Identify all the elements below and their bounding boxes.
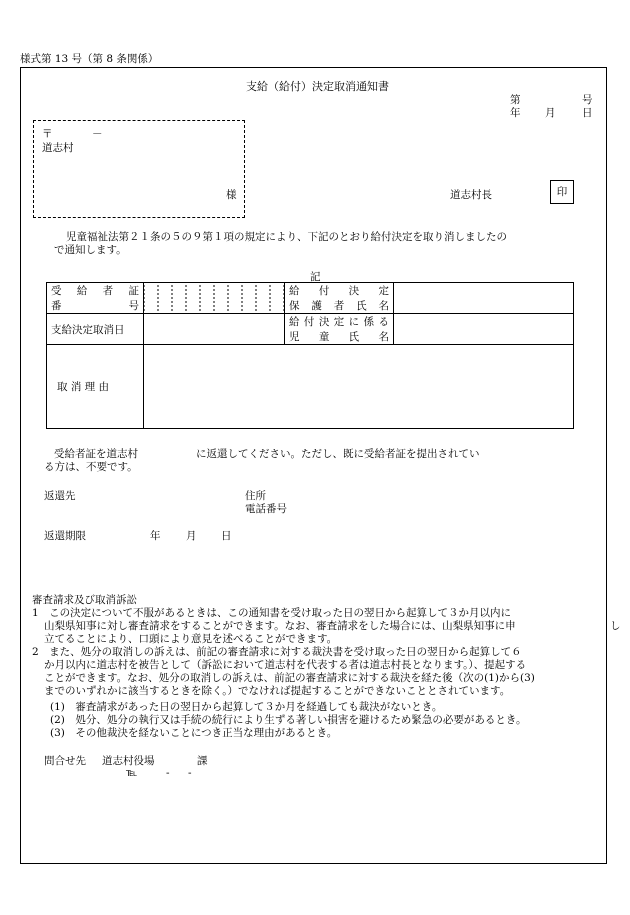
date-day: 日 (582, 107, 593, 119)
reason-label: 取 消 理 由 (47, 345, 144, 429)
recipient-cert-label: 受 給 者 証 番 号 (47, 283, 144, 314)
guardian-name-field[interactable] (394, 283, 574, 314)
return-notice-1b: に返還してください。ただし、既に受給者証を提出されてい (196, 448, 480, 460)
appeal-p1-line1: 1 この決定について不服があるときは、この通知書を受け取った日の翌日から起算して３か月以内に (32, 607, 511, 619)
deadline-month: 月 (186, 530, 197, 542)
appeal-item-1: (1) 審査請求があった日の翌日から起算して３か月を経過しても裁決がないとき。 (50, 701, 443, 713)
intro-line-1: 児童福祉法第２１条の５の９第１項の規定により、下記のとおり給付決定を取り消しましたの (66, 231, 507, 243)
ki-heading: 記 (310, 271, 321, 283)
appeal-p2-line2: か月以内に道志村を被告として（訴訟において道志村を代表する者は道志村長となります。）、提起する (44, 659, 527, 671)
deadline-label: 返還期限 (44, 530, 86, 542)
date-month: 月 (545, 107, 556, 119)
contact-tel-dash-2: - (188, 767, 192, 779)
appeal-p1-line2-overflow: し (610, 620, 621, 632)
appeal-p2-line4: までのいずれかに該当するときを除く。）でなければ提起することができないこととされています。 (44, 685, 511, 697)
document-title: 支給（給付）決定取消通知書 (246, 80, 389, 93)
recipient-cert-number-field[interactable] (144, 283, 285, 314)
postal-dash: － (92, 128, 103, 140)
contact-tel-mark: ℡ (126, 767, 138, 779)
appeal-heading: 審査請求及び取消訴訟 (32, 594, 137, 606)
seal-stamp: 印 (550, 180, 574, 204)
phone-label: 電話番号 (245, 503, 287, 515)
info-table (46, 282, 574, 429)
doc-number-dai: 第 (510, 94, 521, 106)
address-label: 住所 (245, 490, 266, 502)
intro-line-2: で通知します。 (54, 244, 127, 256)
appeal-p1-line2: 山梨県知事に対し審査請求をすることができます。なお、審査請求をした場合には、山梨県知事に申 (44, 620, 516, 632)
contact-label: 問合せ先 (44, 755, 86, 767)
sender-name: 道志村長 (450, 189, 492, 201)
return-notice-1a: 受給者証を道志村 (54, 448, 138, 460)
appeal-p2-line3: ことができます。なお、処分の取消しの訴えは、前記の審査請求に対する裁決を経た後（次の(1)から(3) (44, 672, 535, 684)
child-name-label: 給付決定に係る 児 童 氏 名 (285, 314, 394, 345)
cancel-date-label: 支給決定取消日 (47, 314, 144, 345)
return-to-label: 返還先 (44, 490, 76, 502)
contact-tel-dash-1: - (166, 767, 170, 779)
child-name-field[interactable] (394, 314, 574, 345)
postal-mark: 〒 (42, 128, 53, 140)
reason-field[interactable] (144, 345, 574, 429)
appeal-p2-line1: 2 また、処分の取消しの訴えは、前記の審査請求に対する裁決書を受け取った日の翌日から起算して６ (32, 646, 522, 658)
deadline-year: 年 (150, 530, 161, 542)
return-notice-2: る方は、不要です。 (44, 461, 138, 473)
doc-number-go: 号 (582, 94, 593, 106)
cancel-date-field[interactable] (144, 314, 285, 345)
honorific-sama: 様 (226, 189, 237, 201)
appeal-item-3: (3) その他裁決を経ないことにつき正当な理由があるとき。 (50, 727, 338, 739)
address-village: 道志村 (42, 142, 74, 154)
date-year: 年 (510, 107, 521, 119)
form-number: 様式第 13 号（第 8 条関係） (20, 53, 159, 65)
deadline-day: 日 (221, 530, 232, 542)
address-window (33, 120, 245, 218)
appeal-p1-line3: 立てることにより、口頭により意見を述べることができます。 (44, 633, 338, 645)
guardian-name-label: 給 付 決 定 保 護 者 氏 名 (285, 283, 394, 314)
appeal-item-2: (2) 処分、処分の執行又は手続の続行により生ずる著しい損害を避けるため緊急の必要があるとき。 (50, 714, 527, 726)
contact-office: 道志村役場 (102, 755, 155, 767)
contact-ka: 課 (197, 755, 208, 767)
